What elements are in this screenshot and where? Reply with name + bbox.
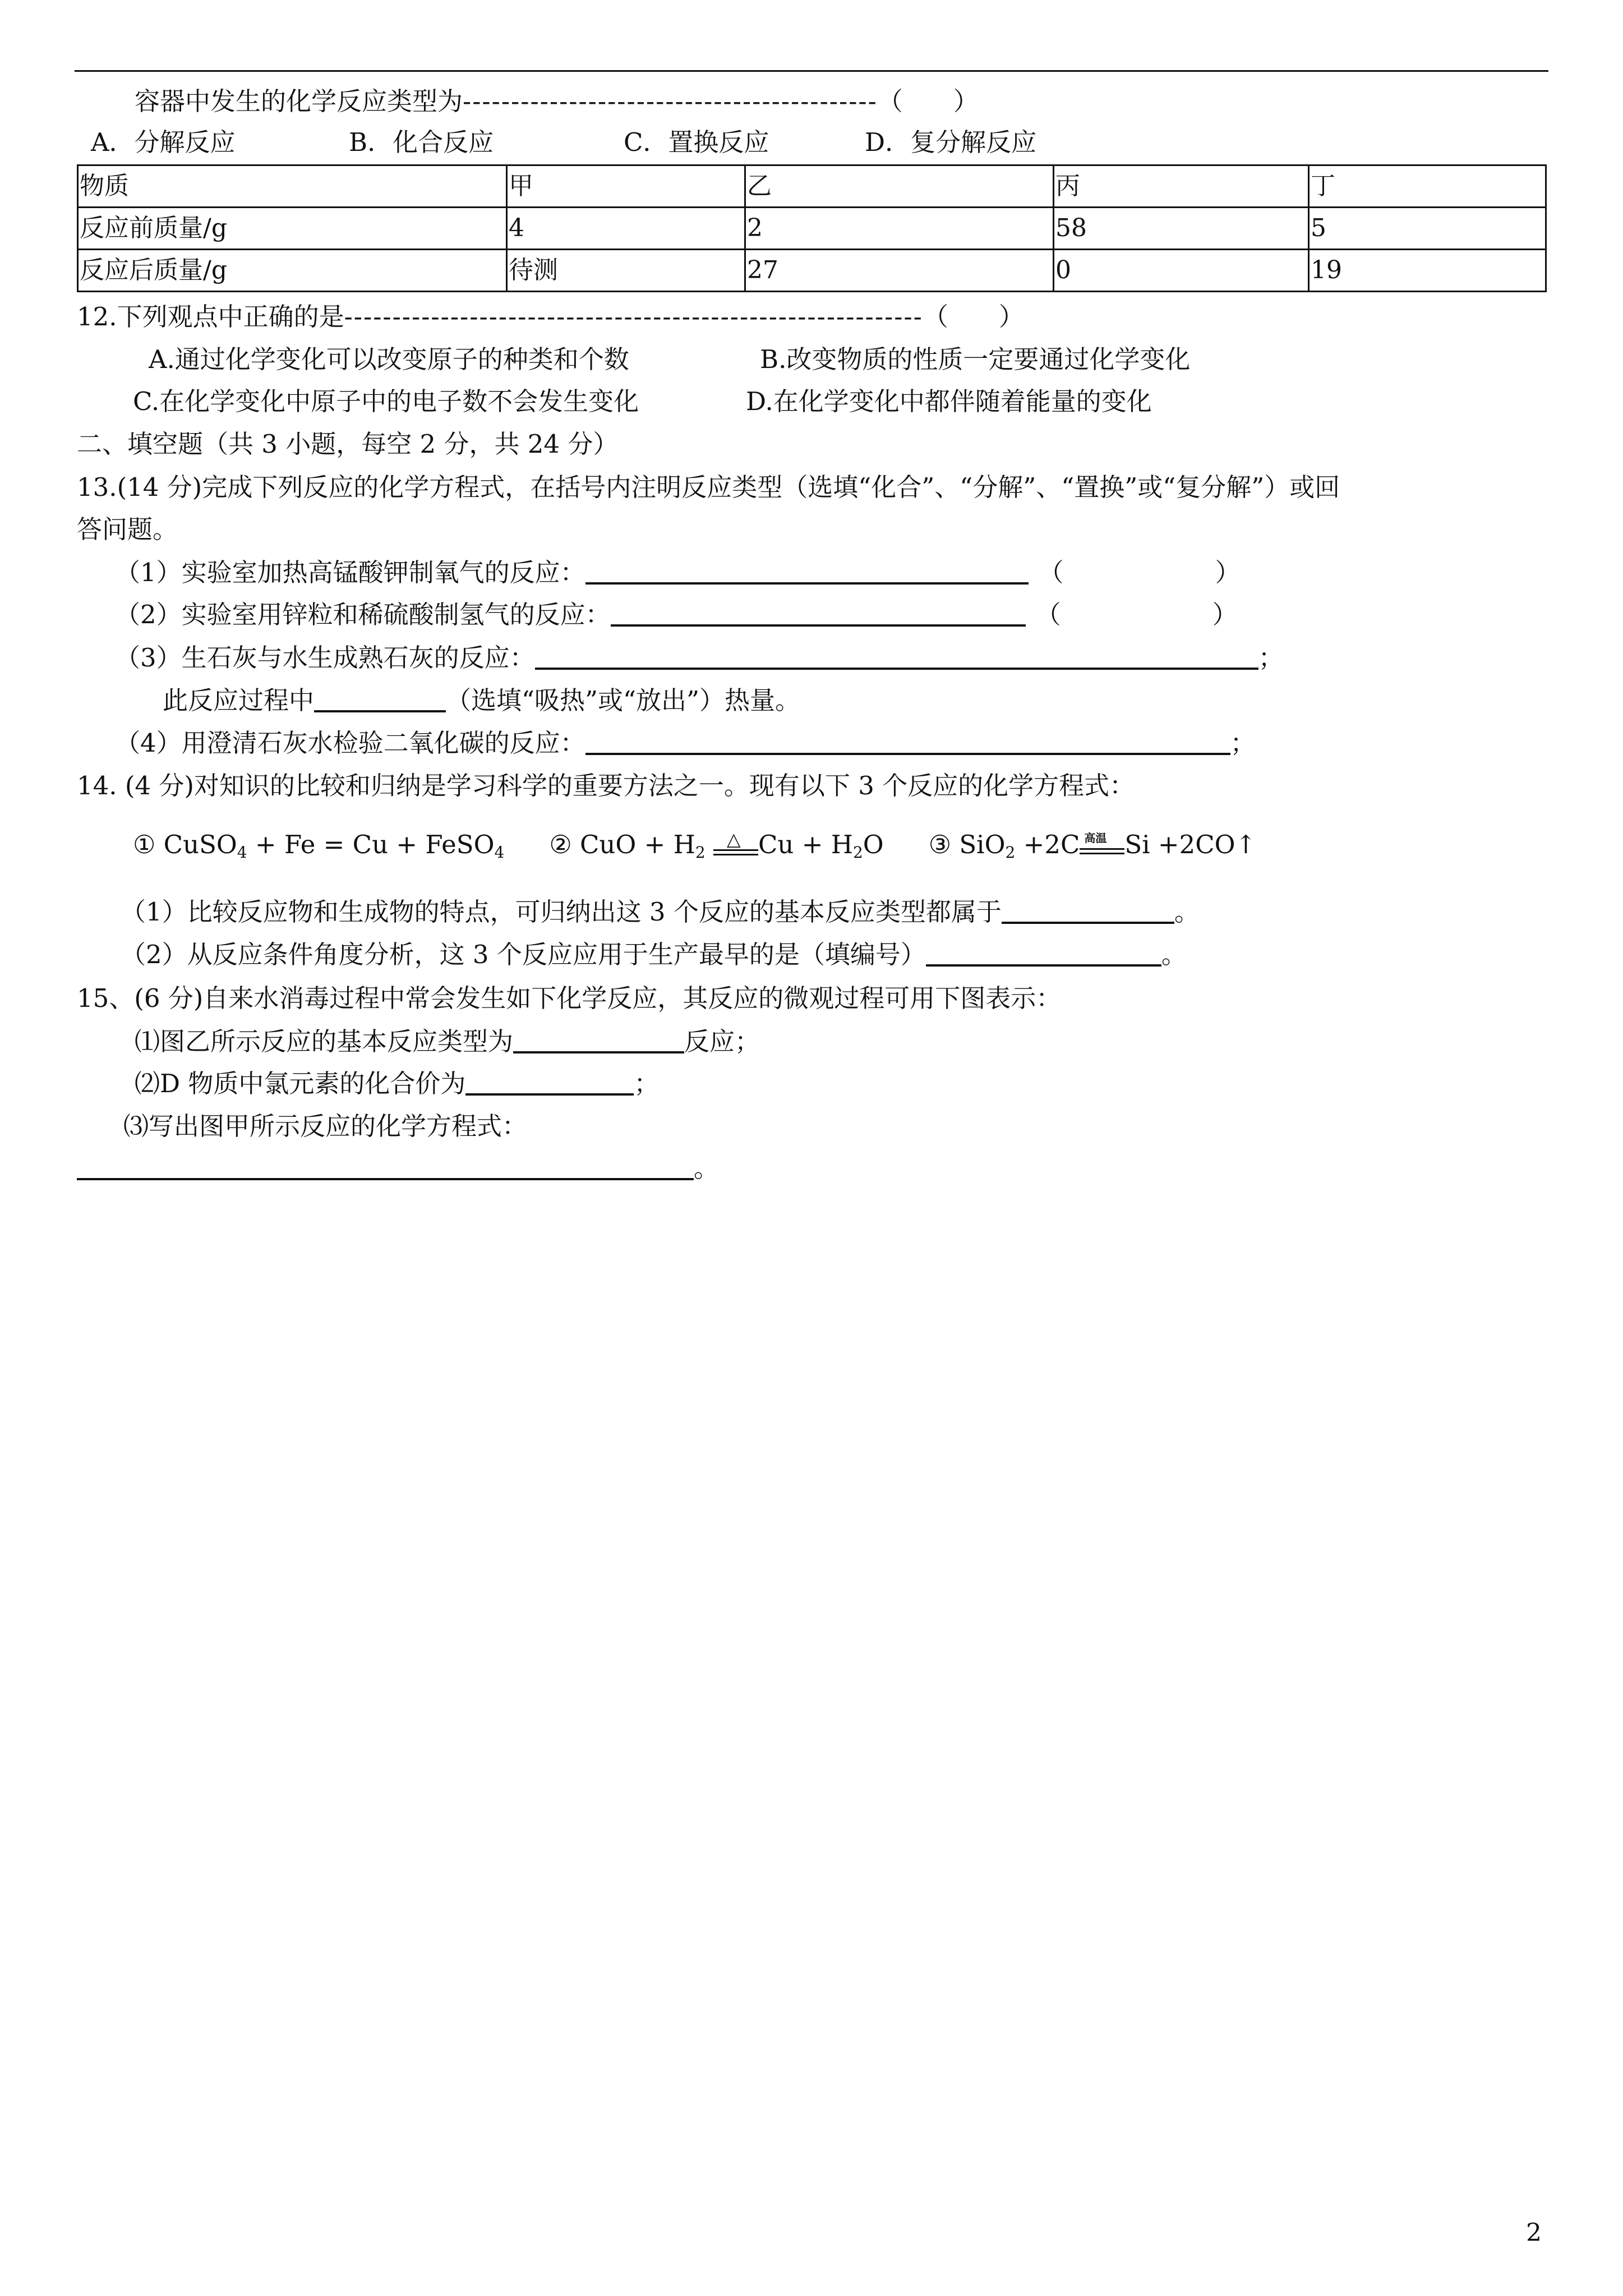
- answer-blank[interactable]: [585, 752, 1230, 755]
- q14-stem: 14. (4 分)对知识的比较和归纳是学习科学的重要方法之一。现有以下 3 个反应的化学方程式：: [77, 771, 1135, 800]
- eq3-c: Si +2CO: [1124, 830, 1235, 859]
- q15-item2-text: ⑵D 物质中氯元素的化合价为: [135, 1069, 466, 1098]
- eq3-b: +2C: [1015, 830, 1080, 859]
- semicolon: ；: [634, 1069, 660, 1098]
- eq2-b-sub: 2: [852, 843, 863, 862]
- page-number: 2: [1526, 2219, 1542, 2247]
- q12-option-c: C.在化学变化中原子中的电子数不会发生变化: [133, 386, 639, 416]
- q12-stem-text: 12.下列观点中正确的是: [77, 302, 344, 332]
- q11-stem: [135, 86, 979, 116]
- mass-table: [77, 164, 1547, 292]
- answer-blank[interactable]: [585, 582, 1029, 585]
- period: 。: [694, 1153, 720, 1183]
- table-header-row: [78, 165, 1546, 208]
- q11-paren: （ ）: [877, 86, 979, 116]
- table-cell: 反应后质量/g: [78, 250, 507, 292]
- q13-item4-text: （4）用澄清石灰水检验二氧化碳的反应：: [115, 728, 585, 758]
- q13-item3b-post: （选填“吸热”或“放出”）热量。: [446, 685, 801, 715]
- q12-option-d: D.在化学变化中都伴随着能量的变化: [746, 386, 1152, 416]
- table-header-cell: 丙: [1054, 165, 1309, 208]
- q11-option-d: D．复分解反应: [865, 127, 1037, 157]
- eq3-a: SiO: [959, 830, 1006, 859]
- answer-blank[interactable]: [1002, 921, 1174, 924]
- q13-stem-line1: 13.(14 分)完成下列反应的化学方程式，在括号内注明反应类型（选填“化合”、“分解”、“置换”或“复分解”）或回: [77, 472, 1340, 502]
- q11-option-b: B．化合反应: [349, 127, 494, 157]
- q15-stem: 15、(6 分)自来水消毒过程中常会发生如下化学反应，其反应的微观过程可用下图表示：: [77, 983, 1062, 1013]
- eq2-b: Cu + H: [758, 830, 853, 859]
- q15-item1-post: 反应；: [684, 1027, 760, 1056]
- table-cell: 19: [1309, 250, 1546, 292]
- table-header-cell: 乙: [745, 165, 1054, 208]
- answer-blank[interactable]: [611, 624, 1026, 627]
- answer-blank[interactable]: [535, 667, 1258, 670]
- eq1-num: ①: [133, 830, 156, 859]
- equation-1: [133, 830, 505, 862]
- q15-item1: [135, 1029, 760, 1054]
- q13-item4: [115, 730, 1256, 756]
- q12-option-a: A.通过化学变化可以改变原子的种类和个数: [149, 344, 629, 374]
- high-temp-label: 高温: [1084, 831, 1107, 845]
- q15-item1-pre: ⑴图乙所示反应的基本反应类型为: [135, 1027, 514, 1056]
- table-cell: 4: [507, 208, 745, 250]
- header-rule: [75, 70, 1548, 72]
- answer-blank[interactable]: [314, 710, 446, 712]
- semicolon: ；: [1230, 728, 1256, 758]
- eq1-b-sub: 4: [494, 843, 505, 862]
- q12-dashes: ------------------------------------------------------------: [344, 302, 923, 332]
- equation-3: [928, 830, 1257, 862]
- period: 。: [1161, 940, 1187, 969]
- eq2-c: O: [863, 830, 884, 859]
- semicolon: ；: [1258, 643, 1284, 673]
- eq2-a: CuO + H: [579, 830, 695, 859]
- q13-item1: [115, 560, 1241, 585]
- table-cell: 27: [745, 250, 1054, 292]
- paren-close: ）: [1212, 600, 1238, 629]
- q11-options: [91, 127, 1037, 157]
- q11-dashes: -------------------------------------------: [463, 86, 878, 116]
- table-row: [78, 208, 1546, 250]
- answer-blank[interactable]: [77, 1177, 694, 1180]
- paren-open: （: [1035, 600, 1061, 629]
- q14-equations: [133, 828, 1257, 862]
- heat-condition-icon: [713, 828, 758, 858]
- q12-paren: （ ）: [923, 302, 1024, 332]
- heat-symbol: △: [726, 828, 741, 850]
- q14-item1: [121, 897, 1200, 927]
- q14-item1-text: （1）比较反应物和生成物的特点，可归纳出这 3 个反应的基本反应类型都属于: [121, 897, 1002, 927]
- q11-option-a: A．分解反应: [91, 127, 236, 157]
- q13-item3b: [163, 685, 801, 715]
- period: 。: [1174, 897, 1200, 927]
- table-row: [78, 250, 1546, 292]
- q15-item2: [135, 1071, 659, 1096]
- q14-item2-text: （2）从反应条件角度分析，这 3 个反应应用于生产最早的是（填编号）: [121, 940, 926, 969]
- q11-option-c: C．置换反应: [624, 127, 769, 157]
- answer-blank[interactable]: [513, 1051, 684, 1053]
- q12-stem: [77, 302, 1024, 332]
- q13-stem-line2: 答问题。: [77, 514, 178, 544]
- gas-arrow-icon: ↑: [1235, 830, 1257, 859]
- q13-item2-text: （2）实验室用锌粒和稀硫酸制氢气的反应：: [115, 600, 611, 629]
- section-title: 二、填空题（共 3 小题，每空 2 分，共 24 分）: [77, 429, 619, 459]
- table-header-cell: 丁: [1309, 165, 1546, 208]
- q13-item1-text: （1）实验室加热高锰酸钾制氧气的反应：: [115, 558, 585, 587]
- answer-blank[interactable]: [465, 1093, 634, 1096]
- table-cell: 2: [745, 208, 1054, 250]
- q11-stem-text: 容器中发生的化学反应类型为: [135, 86, 463, 116]
- table-header-cell: 甲: [507, 165, 745, 208]
- table-header-cell: 物质: [78, 165, 507, 208]
- eq2-a-sub: 2: [695, 843, 706, 862]
- eq2-num: ②: [549, 830, 572, 859]
- table-cell: 5: [1309, 208, 1546, 250]
- q15-item3-text: ⑶写出图甲所示反应的化学方程式：: [123, 1111, 528, 1141]
- q13-item3b-pre: 此反应过程中: [163, 685, 315, 715]
- eq1-a: CuSO: [163, 830, 237, 859]
- q15-item3-answer: [77, 1153, 720, 1183]
- table-cell: 反应前质量/g: [78, 208, 507, 250]
- table-cell: 0: [1054, 250, 1309, 292]
- paren-close: ）: [1215, 558, 1241, 587]
- answer-blank[interactable]: [926, 964, 1161, 967]
- table-cell: 待测: [507, 250, 745, 292]
- q13-item2: [115, 602, 1238, 627]
- eq1-b: + Fe = Cu + FeSO: [247, 830, 495, 859]
- q13-item3: [115, 643, 1284, 673]
- table-cell: 58: [1054, 208, 1309, 250]
- high-temp-condition-icon: [1080, 831, 1124, 858]
- q12-option-b: B.改变物质的性质一定要通过化学变化: [760, 344, 1191, 374]
- paren-open: （: [1038, 558, 1064, 587]
- q14-item2: [121, 942, 1187, 967]
- equation-2: [549, 828, 884, 862]
- q13-item3-text: （3）生石灰与水生成熟石灰的反应：: [115, 643, 535, 673]
- eq1-a-sub: 4: [237, 843, 247, 862]
- eq3-num: ③: [928, 830, 952, 859]
- eq3-a-sub: 2: [1005, 843, 1016, 862]
